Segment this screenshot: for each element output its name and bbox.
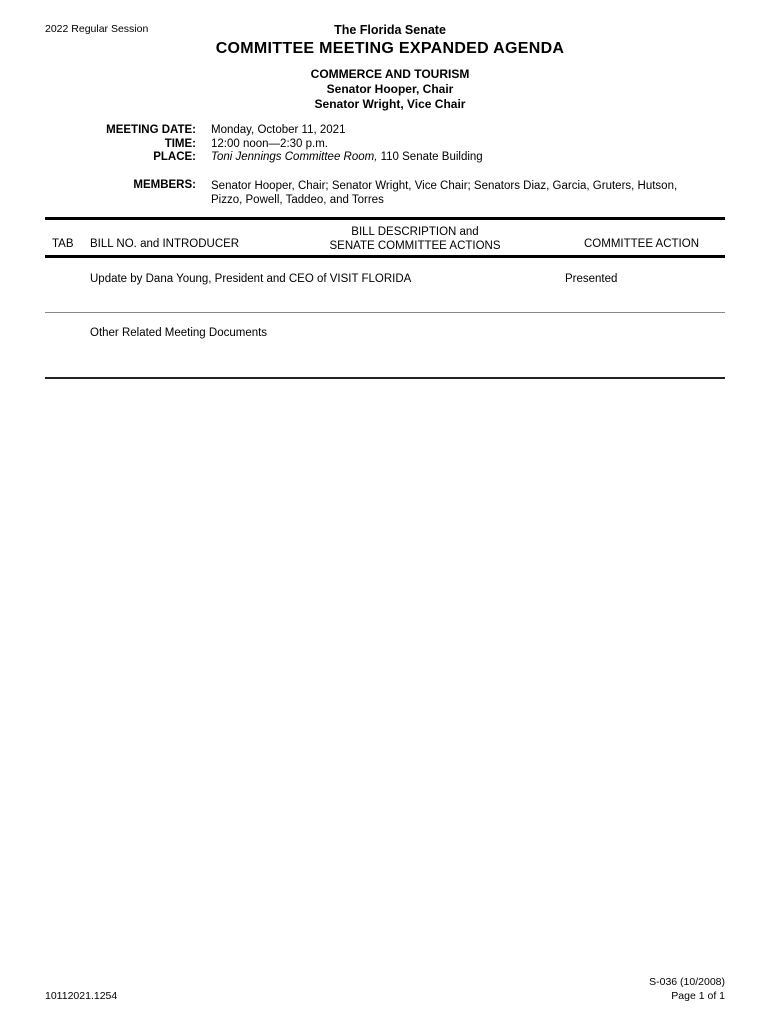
members-value: Senator Hooper, Chair; Senator Wright, Vice Chair; Senators Diaz, Garcia, Gruters, Hutson, Pizzo, Powell, Taddeo, and Torres [211,180,678,206]
meeting-date-value: Monday, October 11, 2021 [211,124,346,136]
meeting-date-label: MEETING DATE: [106,124,196,136]
table-header-rule [45,255,725,258]
row-divider [45,312,725,313]
col-header-description-line1: BILL DESCRIPTION and [351,226,479,238]
meeting-building: 110 Senate Building [377,151,483,163]
form-number: S-036 (10/2008) [649,976,725,988]
table-top-rule [45,217,725,220]
table-row-text: Update by Dana Young, President and CEO of VISIT FLORIDA [90,273,412,285]
meeting-time-label: TIME: [164,138,196,150]
meeting-place-label: PLACE: [153,151,196,163]
meeting-room: Toni Jennings Committee Room, [211,151,378,163]
col-header-bill: BILL NO. and INTRODUCER [90,238,240,250]
table-row-text: Other Related Meeting Documents [90,327,268,339]
page-title: COMMITTEE MEETING EXPANDED AGENDA [215,40,565,57]
table-bottom-rule [45,377,725,379]
col-header-action: COMMITTEE ACTION [584,238,699,250]
document-id: 10112021.1254 [45,990,118,1002]
col-header-description-line2: SENATE COMMITTEE ACTIONS [329,240,501,252]
session-label: 2022 Regular Session [45,23,149,35]
page-number: Page 1 of 1 [671,990,725,1002]
organization-name: The Florida Senate [334,23,446,37]
committee-chair: Senator Hooper, Chair [326,82,454,96]
col-header-tab: TAB [52,238,74,250]
meeting-time-value: 12:00 noon—2:30 p.m. [211,138,328,150]
members-label: MEMBERS: [133,179,196,191]
table-row-action: Presented [565,273,618,285]
meeting-place-value [211,151,483,163]
col-header-description [300,225,530,253]
committee-vice-chair: Senator Wright, Vice Chair [314,97,466,111]
committee-name: COMMERCE AND TOURISM [310,67,470,81]
